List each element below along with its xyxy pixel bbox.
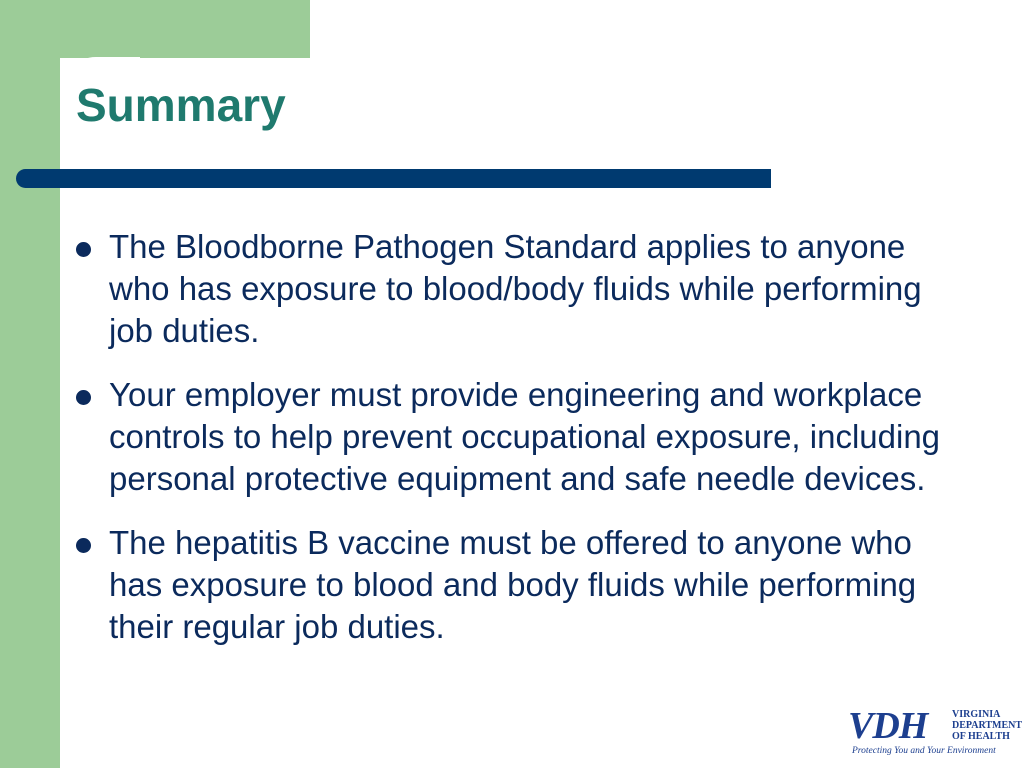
vdh-logo-mark: VDH	[848, 705, 928, 747]
bullet-text: Your employer must provide engineering and workplace controls to help prevent occupational exposure, including personal protective equipment and safe needle devices.	[109, 376, 941, 497]
slide-title: Summary	[76, 79, 286, 131]
bullet-icon	[76, 242, 91, 257]
vdh-logo-tagline: Protecting You and Your Environment	[852, 746, 996, 756]
bullet-item	[74, 374, 954, 500]
vdh-logo-name	[952, 709, 1022, 742]
bullet-item	[74, 522, 954, 648]
bullet-icon	[76, 390, 91, 405]
green-side-band	[0, 0, 60, 768]
bullet-icon	[76, 538, 91, 553]
vdh-logo	[848, 705, 1023, 760]
vdh-logo-line: DEPARTMENT	[952, 720, 1023, 731]
vdh-logo-line: OF HEALTH	[952, 731, 1010, 742]
bullet-text: The hepatitis B vaccine must be offered to anyone who has exposure to blood and body fluids while performing their regular job duties.	[109, 524, 917, 645]
bullet-text: The Bloodborne Pathogen Standard applies to anyone who has exposure to blood/body fluids while performing job duties.	[109, 228, 922, 349]
green-top-band	[0, 0, 310, 58]
bullet-item	[74, 226, 954, 352]
title-divider	[16, 169, 771, 188]
vdh-logo-line: VIRGINIA	[952, 709, 1001, 720]
bullet-list	[74, 226, 954, 670]
